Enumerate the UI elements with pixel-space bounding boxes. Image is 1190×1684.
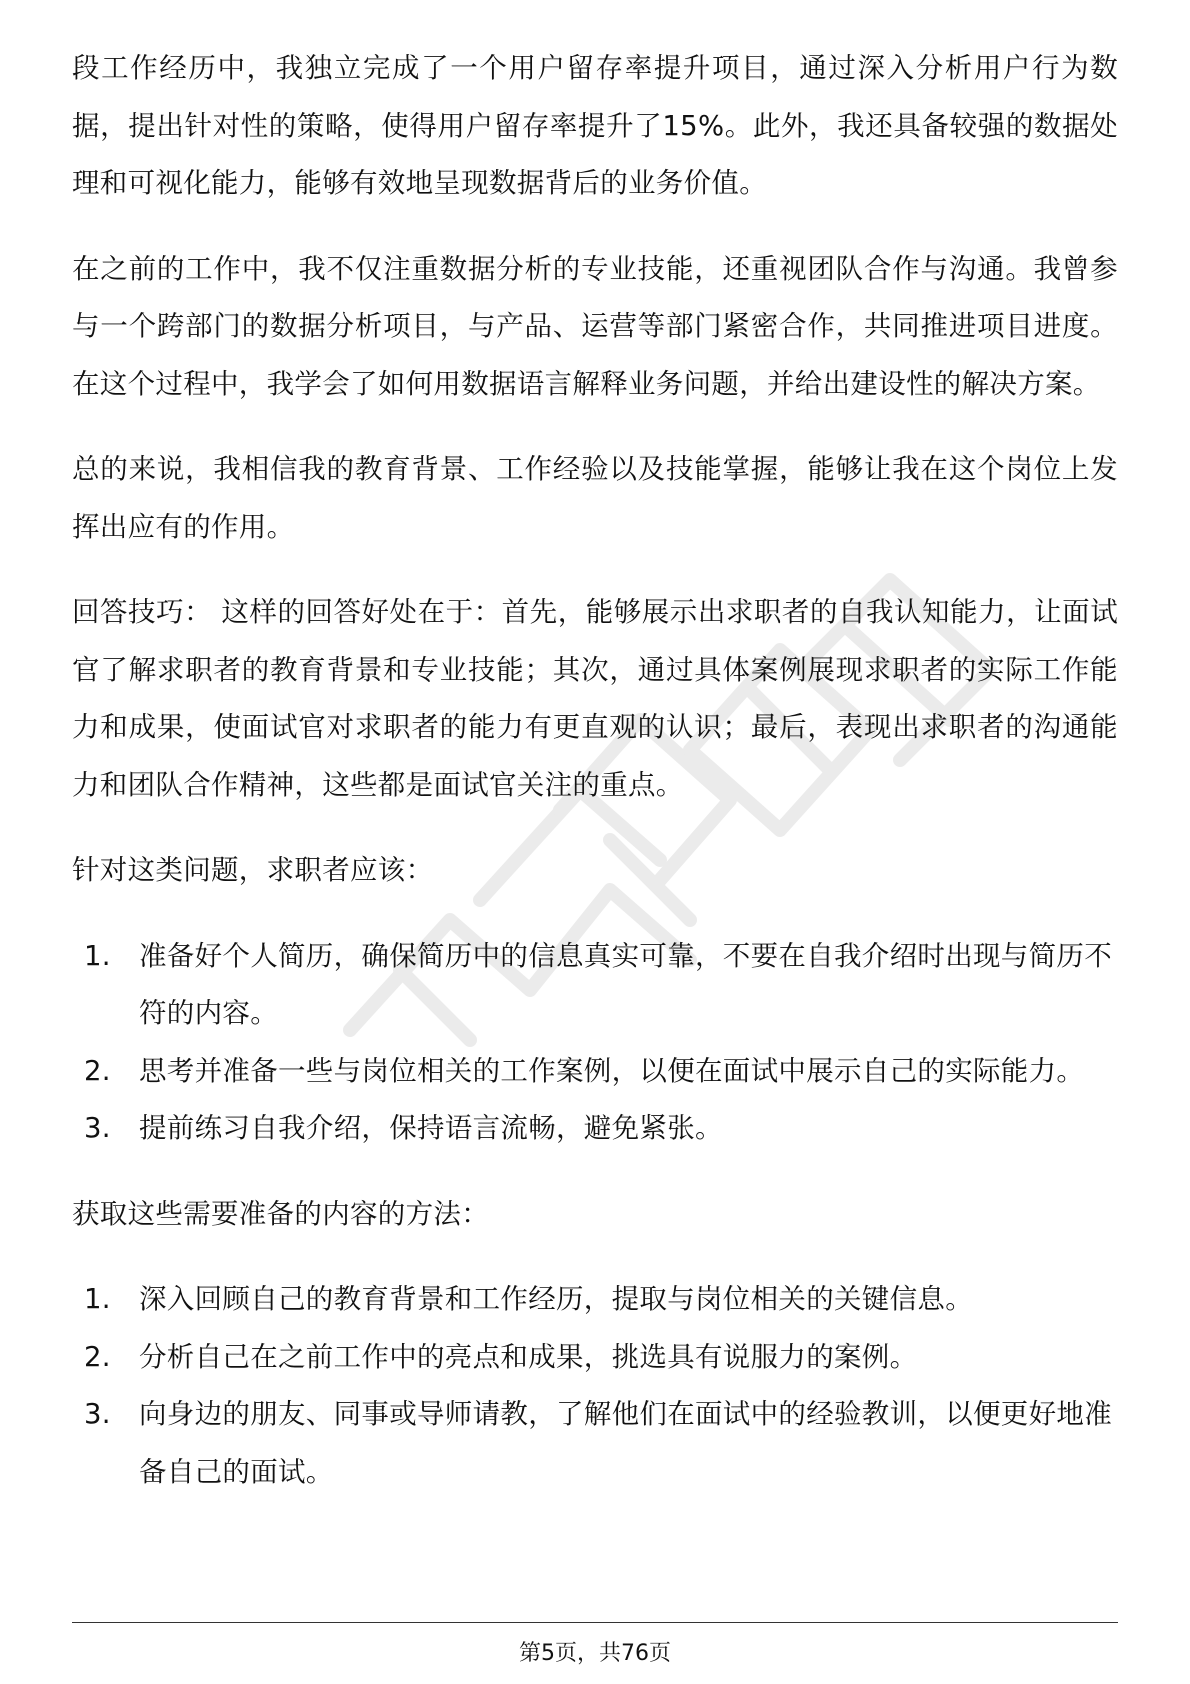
list-item-text: 提前练习自我介绍，保持语言流畅，避免紧张。 — [139, 1112, 723, 1144]
preparation-list — [72, 928, 1118, 1158]
paragraph-work-experience: 段工作经历中，我独立完成了一个用户留存率提升项目，通过深入分析用户行为数据，提出针对性的策略，使得用户留存率提升了15%。此外，我还具备较强的数据处理和可视化能力，能够有效地呈现数据背后的业务价值。 — [72, 52, 1118, 199]
page-number: 第5页，共76页 — [519, 1641, 671, 1666]
paragraph-answer-tips: 回答技巧： 这样的回答好处在于：首先，能够展示出求职者的自我认知能力，让面试官了解求职者的教育背景和专业技能；其次，通过具体案例展现求职者的实际工作能力和成果，使面试官对求职者的能力有更直观的认识；最后，表现出求职者的沟通能力和团队合作精神，这些都是面试官关注的重点。 — [72, 596, 1118, 801]
list-item — [72, 928, 1118, 1043]
paragraph-summary: 总的来说，我相信我的教育背景、工作经验以及技能掌握，能够让我在这个岗位上发挥出应有的作用。 — [72, 453, 1118, 543]
list-item-text: 准备好个人简历，确保简历中的信息真实可靠，不要在自我介绍时出现与简历不符的内容。 — [139, 939, 1112, 1029]
list-item-number: 2. — [84, 1054, 111, 1087]
list-item-number: 3. — [84, 1112, 111, 1144]
footer-divider — [72, 1622, 1118, 1623]
list-item — [72, 1386, 1118, 1501]
list-item-text: 思考并准备一些与岗位相关的工作案例，以便在面试中展示自己的实际能力。 — [139, 1054, 1085, 1087]
list-item — [72, 1271, 1118, 1329]
list-item — [72, 1043, 1118, 1101]
paragraph-methods-heading: 获取这些需要准备的内容的方法： — [72, 1197, 489, 1230]
list-item-number: 1. — [84, 1283, 111, 1315]
document-body — [72, 40, 1118, 1529]
list-item — [72, 1329, 1118, 1387]
list-item-text: 向身边的朋友、同事或导师请教，了解他们在面试中的经验教训，以便更好地准备自己的面试。 — [139, 1398, 1112, 1488]
list-item-number: 3. — [84, 1398, 111, 1430]
list-item — [72, 1100, 1118, 1158]
paragraph-preparation-heading: 针对这类问题，求职者应该： — [72, 854, 434, 886]
list-item-text: 深入回顾自己的教育背景和工作经历，提取与岗位相关的关键信息。 — [139, 1283, 973, 1315]
paragraph-teamwork: 在之前的工作中，我不仅注重数据分析的专业技能，还重视团队合作与沟通。我曾参与一个跨部门的数据分析项目，与产品、运营等部门紧密合作，共同推进项目进度。在这个过程中，我学会了如何用数据语言解释业务问题，并给出建设性的解决方案。 — [72, 252, 1118, 400]
list-item-number: 2. — [84, 1340, 111, 1373]
list-item-number: 1. — [84, 939, 111, 972]
methods-list — [72, 1271, 1118, 1501]
list-item-text: 分析自己在之前工作中的亮点和成果，挑选具有说服力的案例。 — [139, 1340, 918, 1373]
